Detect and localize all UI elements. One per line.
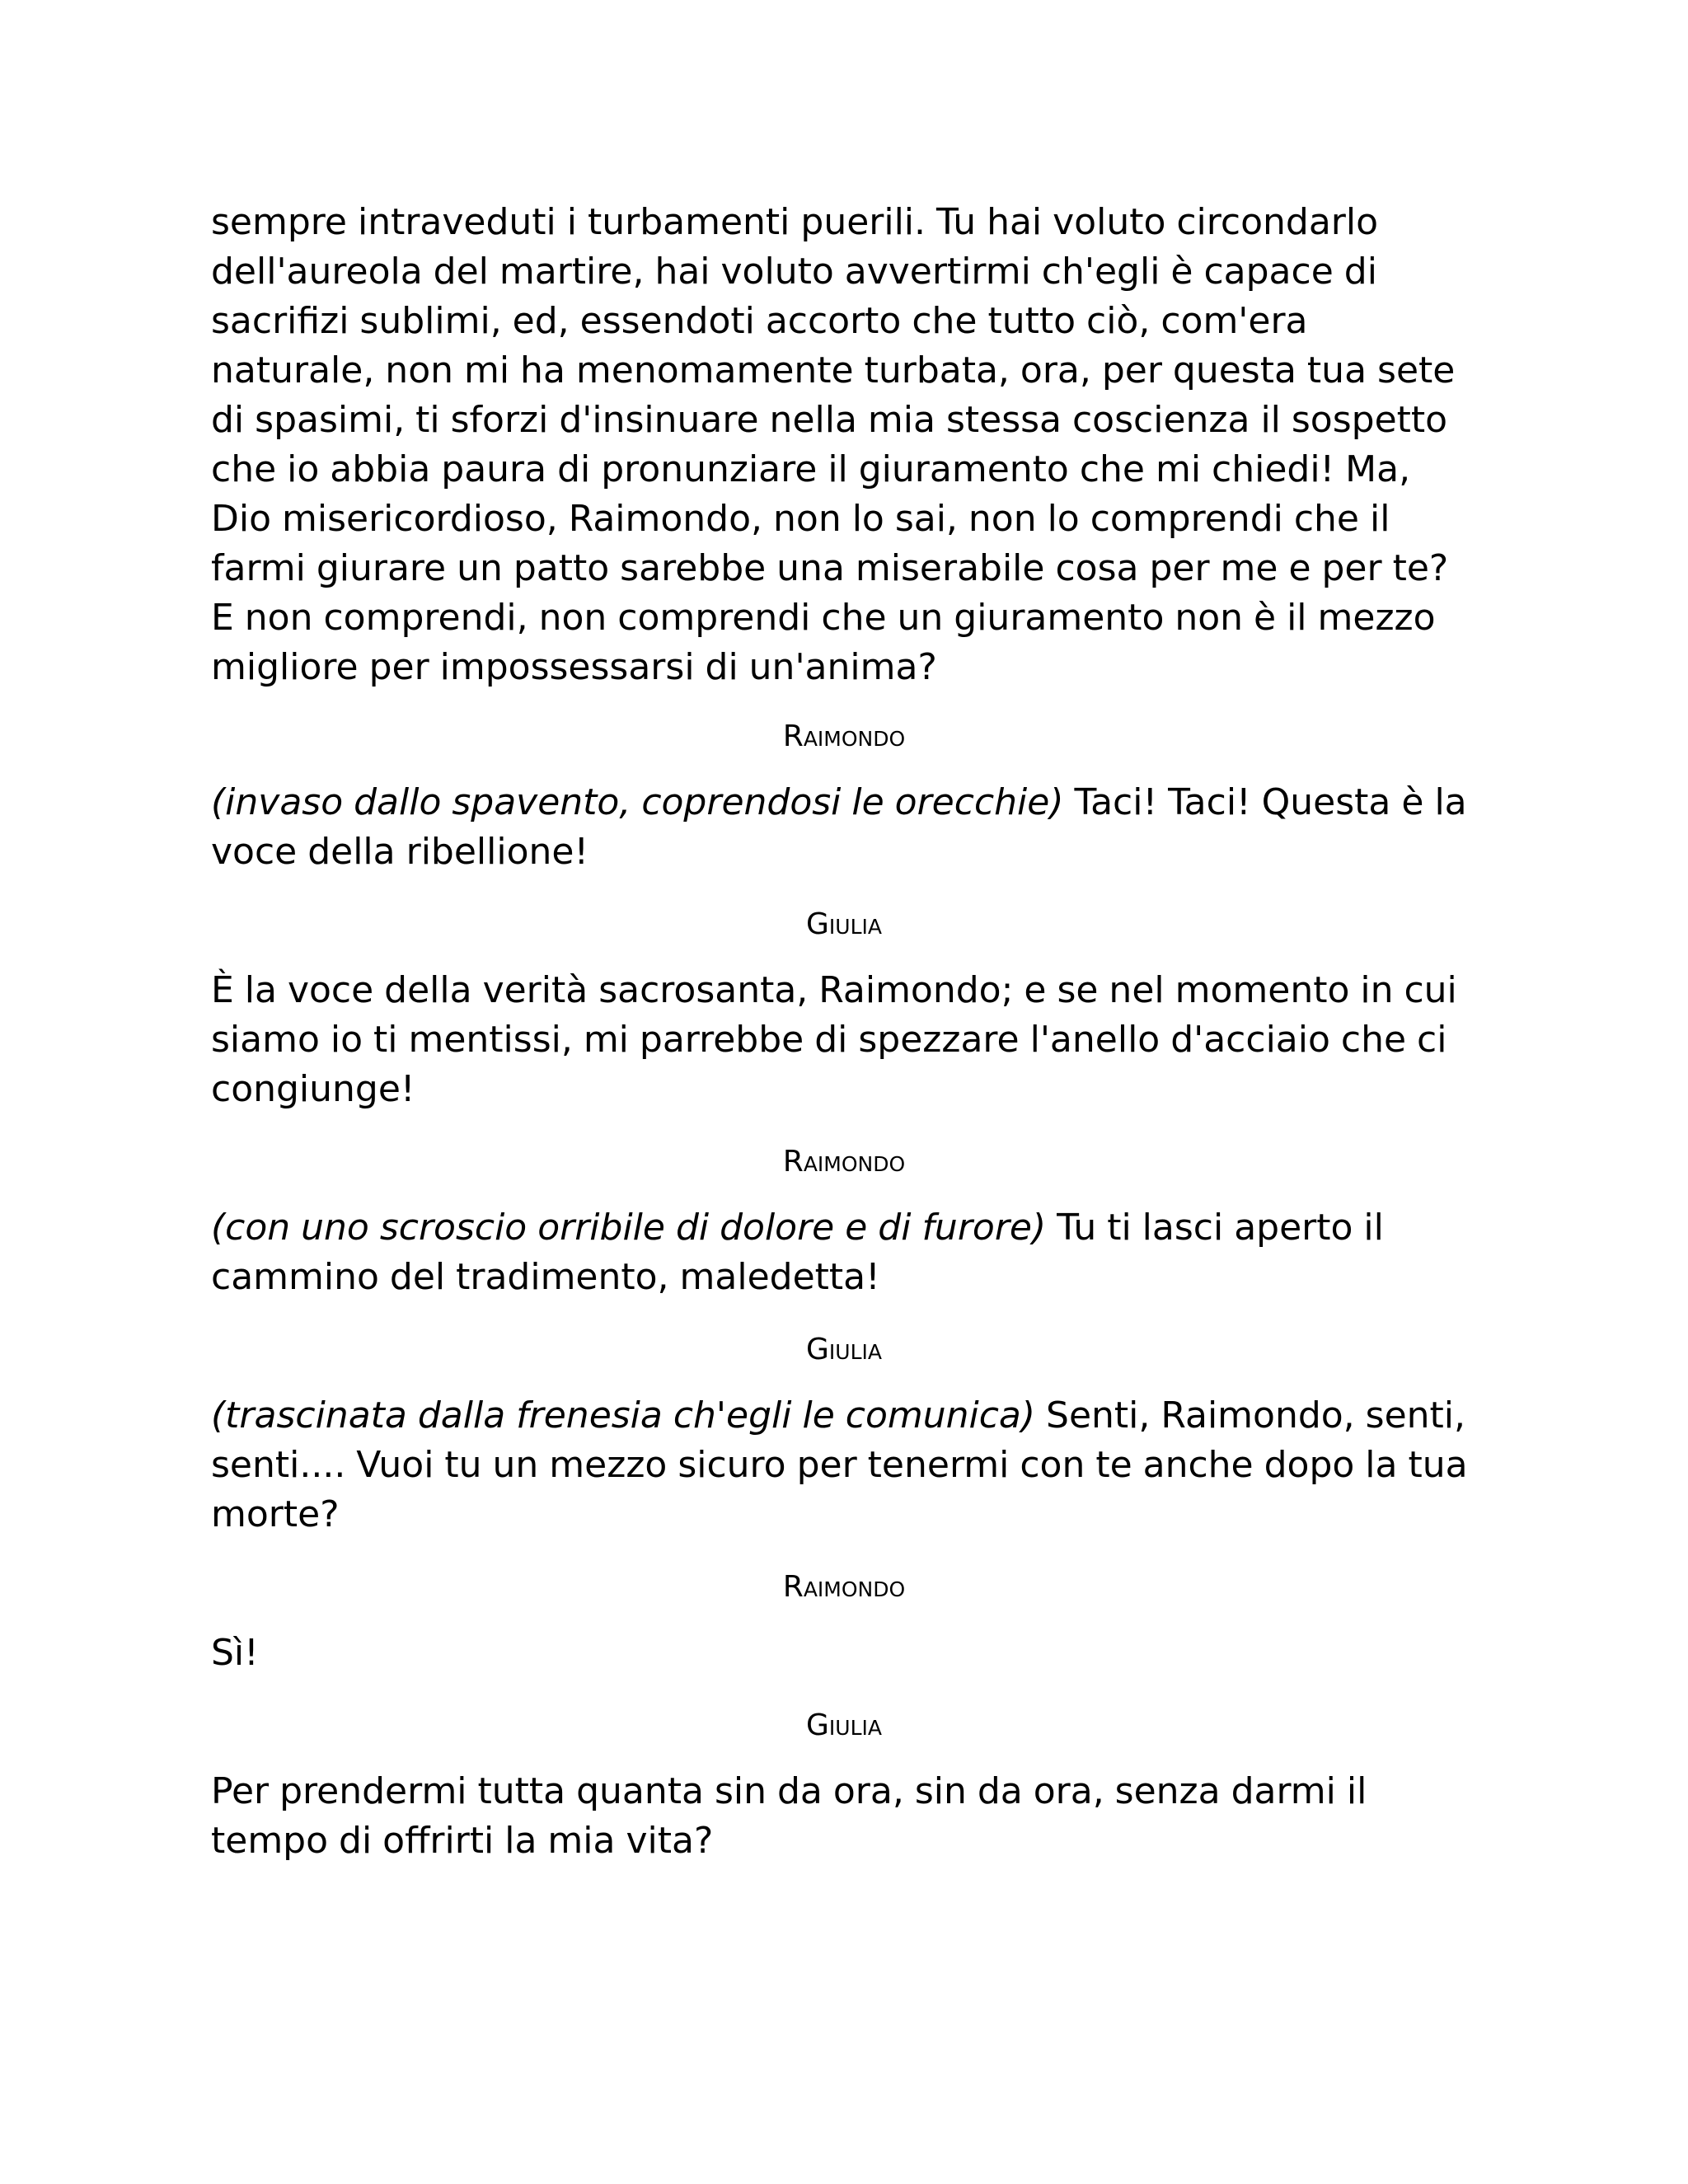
stage-direction: (con uno scroscio orribile di dolore e di furore) — [211, 1207, 1047, 1249]
speaker-name: Raimondo — [782, 1145, 906, 1179]
speaker-name: Raimondo — [782, 719, 906, 753]
stage-direction: (trascinata dalla frenesia ch'egli le comunica) — [211, 1394, 1036, 1436]
dialogue-paragraph: sempre intraveduti i turbamenti puerili. Tu hai voluto circondarlo dell'aureola del martire, hai voluto avvertirmi ch'egli è capace di sacrifizi sublimi, ed, essendoti accorto che tutto ciò, com'era naturale, non mi ha menomamente turbata, ora, per questa tua sete di spasimi, ti sforzi d'insinuare nella mia stessa coscienza il sospetto che io abbia paura di pronunziare il giuramento che mi chiedi! Ma, Dio misericordioso, Raimondo, non lo sai, non lo comprendi che il farmi giurare un patto sarebbe una miserabile cosa per me e per te? E non comprendi, non comprendi che un giuramento non è il mezzo migliore per impossessarsi di un'anima? — [211, 201, 1456, 688]
dialogue-paragraph — [211, 778, 1477, 877]
speaker-name: Raimondo — [782, 1570, 906, 1604]
dialogue-text: Senti, Raimondo, senti, senti.... Vuoi tu un mezzo sicuro per tenermi con te anche dopo la tua morte? — [211, 1394, 1468, 1535]
stage-direction: (invaso dallo spavento, coprendosi le orecchie) — [211, 781, 1064, 823]
speaker-name: Giulia — [806, 1333, 882, 1366]
dialogue-paragraph: È la voce della verità sacrosanta, Raimondo; e se nel momento in cui siamo io ti mentissi, mi parrebbe di spezzare l'anello d'acciaio che ci congiunge! — [211, 969, 1457, 1110]
dialogue-text: Tu ti lasci aperto il cammino del tradimento, maledetta! — [211, 1207, 1384, 1298]
dialogue-paragraph: Sì! — [211, 1632, 259, 1674]
speaker-name: Giulia — [806, 907, 882, 941]
dialogue-text: Taci! Taci! Questa è la voce della ribellione! — [211, 781, 1467, 873]
speaker-name: Giulia — [806, 1708, 882, 1742]
dialogue-paragraph — [211, 1391, 1477, 1540]
dialogue-paragraph: Per prendermi tutta quanta sin da ora, sin da ora, senza darmi il tempo di offrirti la mia vita? — [211, 1770, 1367, 1862]
dialogue-paragraph — [211, 1203, 1477, 1302]
document-page — [211, 198, 1477, 1866]
